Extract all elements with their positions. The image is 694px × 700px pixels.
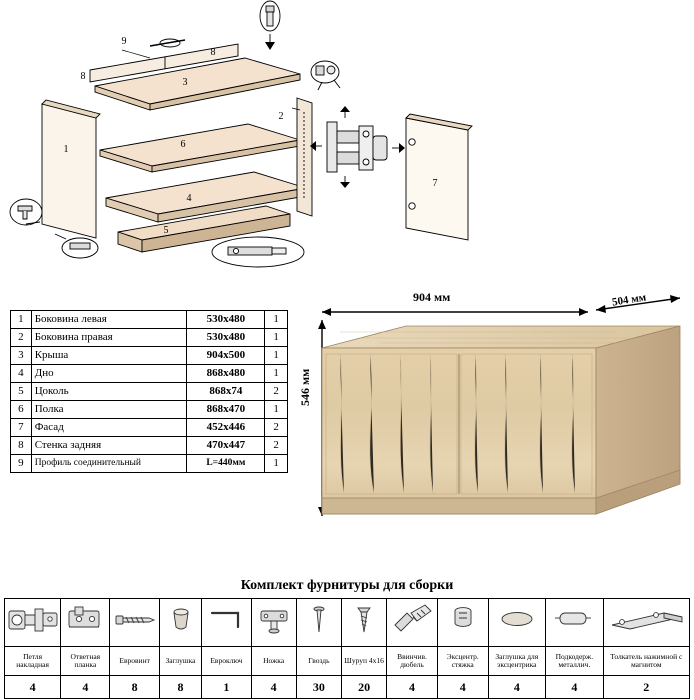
part-dimension: 868х74 [187,383,265,401]
kit-item-name: Заглушка [159,647,201,676]
dimension-height-label: 546 мм [298,368,312,406]
kit-names-row [5,647,690,676]
part-name: Дно [31,365,187,383]
part-name: Полка [31,401,187,419]
kit-item-count: 2 [603,676,689,699]
table-row [11,383,288,401]
magnetic-push-latch-icon [603,599,689,647]
furniture-leg-icon [251,599,296,647]
kit-item-count: 8 [110,676,159,699]
cap-cover-icon [159,599,201,647]
part-index: 9 [11,455,32,473]
part-dimension: 868х470 [187,401,265,419]
kit-item-count: 4 [387,676,438,699]
part-dimension: 470х447 [187,437,265,455]
part-name: Стенка задняя [31,437,187,455]
callout-6: 6 [180,139,186,150]
cam-lock-icon [437,599,488,647]
callout-1: 1 [63,144,69,155]
kit-item-name: Гвоздь [296,647,341,676]
callout-2: 2 [278,111,284,122]
kit-item-count: 30 [296,676,341,699]
kit-icons-row [5,599,690,647]
callout-3: 3 [182,77,188,88]
kit-item-name: Подкодерж. металлич. [546,647,604,676]
part-qty: 1 [265,365,288,383]
part-qty: 1 [265,311,288,329]
hinge-overlay-icon [5,599,61,647]
part-qty: 1 [265,401,288,419]
cam-lock-detail-group [311,61,340,90]
part-name: Цоколь [31,383,187,401]
part-facade-door [406,114,472,240]
kit-item-count: 4 [251,676,296,699]
kit-item-count: 20 [341,676,386,699]
hardware-kit-table [4,598,690,699]
table-row [11,311,288,329]
kit-item-name: Заглушка для эксцентрика [488,647,546,676]
part-shelf [100,124,300,172]
screw-4x16-icon [341,599,386,647]
kit-item-count: 4 [61,676,110,699]
part-qty: 2 [265,419,288,437]
part-name: Профиль соединительный [31,455,187,473]
part-index: 1 [11,311,32,329]
kit-item-name: Евровинт [110,647,159,676]
part-name: Боковина левая [31,311,187,329]
exploded-assembly-diagram [0,0,694,282]
part-index: 8 [11,437,32,455]
part-index: 3 [11,347,32,365]
kit-title: Комплект фурнитуры для сборки [240,578,454,593]
euro-key-icon [202,599,251,647]
part-index: 6 [11,401,32,419]
shelf-support-icon [546,599,604,647]
push-latch-detail-group [212,237,304,267]
callout-8-left: 8 [80,71,86,82]
parts-table [10,310,288,473]
part-dimension: 530х480 [187,311,265,329]
cabinet-body [322,326,680,514]
kit-item-name: Эксцентр. стяжка [437,647,488,676]
part-name: Фасад [31,419,187,437]
kit-item-name: Толкатель нажимной с магнитом [603,647,689,676]
part-dimension: L=440мм [187,455,265,473]
part-dimension: 530х480 [187,329,265,347]
part-qty: 1 [265,347,288,365]
part-index: 4 [11,365,32,383]
euro-screw-detail-group [260,1,280,50]
part-index: 5 [11,383,32,401]
part-index: 2 [11,329,32,347]
kit-item-count: 1 [202,676,251,699]
table-row [11,401,288,419]
nail-icon [296,599,341,647]
table-row [11,419,288,437]
part-name: Крыша [31,347,187,365]
part-name: Боковина правая [31,329,187,347]
hinge-detail-group [310,106,405,188]
part-qty: 2 [265,437,288,455]
callout-4: 4 [186,193,192,204]
part-dimension: 904х500 [187,347,265,365]
kit-item-name: Ввинчив. дюбель [387,647,438,676]
part-dimension: 452х446 [187,419,265,437]
kit-item-count: 4 [5,676,61,699]
kit-item-name: Ножка [251,647,296,676]
kit-item-count: 4 [437,676,488,699]
kit-item-name: Евроключ [202,647,251,676]
dimension-width-label: 904 мм [413,290,451,304]
callout-7: 7 [432,178,438,189]
part-side-left [42,100,100,238]
part-index: 7 [11,419,32,437]
part-qty: 1 [265,329,288,347]
callout-5: 5 [163,225,169,236]
kit-item-name: Петля накладная [5,647,61,676]
part-side-right [297,98,312,216]
kit-counts-row [5,676,690,699]
kit-item-count: 4 [488,676,546,699]
table-row [11,347,288,365]
kit-item-count: 8 [159,676,201,699]
cabinet-render [300,288,690,538]
callout-9: 9 [121,36,127,47]
screw-in-dowel-icon [387,599,438,647]
kit-item-name: Шуруп 4х16 [341,647,386,676]
part-qty: 1 [265,455,288,473]
part-dimension: 868х480 [187,365,265,383]
part-qty: 2 [265,383,288,401]
dimension-depth-label: 504 мм [611,291,647,309]
euro-screw-icon [110,599,159,647]
mounting-plate-icon [61,599,110,647]
cam-cap-icon [488,599,546,647]
table-row [11,455,288,473]
callout-8-right: 8 [210,47,216,58]
table-row [11,329,288,347]
table-row [11,437,288,455]
kit-item-name: Ответная планка [61,647,110,676]
kit-item-count: 4 [546,676,604,699]
table-row [11,365,288,383]
